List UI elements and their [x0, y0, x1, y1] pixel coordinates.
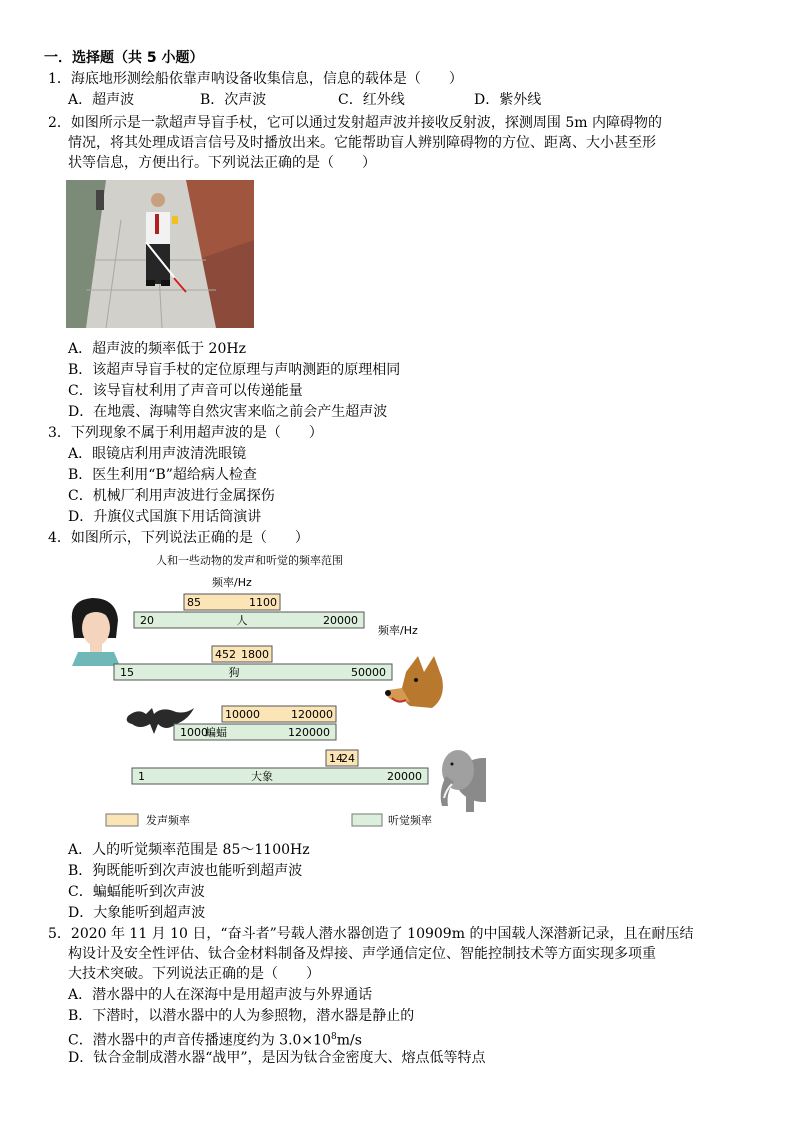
- chart-title: 人和一些动物的发声和听觉的频率范围: [156, 554, 343, 567]
- q5-stem-line1: 5．2020 年 11 月 10 日，“奋斗者”号载人潜水器创造了 10909m 的中国载人深潜新记录，且在耐压结: [48, 926, 694, 942]
- q5-stem-line2: 构设计及安全性评估、钛合金材料制备及焊接、声学通信定位、智能控制技术等方面实现多项重: [68, 946, 656, 962]
- hear-max-label-2: 120000: [288, 726, 330, 739]
- q4-opt-c[interactable]: C．蝙蝠能听到次声波: [68, 884, 205, 900]
- frequency-range-chart: [66, 548, 486, 838]
- elephant-icon: [441, 750, 486, 812]
- q5-opt-c-unit: m/s: [336, 1032, 362, 1049]
- q2-stem-line1: 2．如图所示是一款超声导盲手杖，它可以通过发射超声波并接收反射波，探测周围 5m 内障碍物的: [48, 115, 662, 131]
- q3-opt-a[interactable]: A．眼镜店利用声波清洗眼镜: [68, 446, 247, 462]
- q3-stem: 3．下列现象不属于利用超声波的是（ ）: [48, 425, 323, 441]
- q2-opt-b[interactable]: B．该超声导盲手杖的定位原理与声呐测距的原理相同: [68, 362, 401, 378]
- emit-min-label-3: 14: [329, 752, 343, 765]
- row-name-0: 人: [236, 614, 248, 627]
- blind-cane-photo: [66, 180, 254, 328]
- hear-bar-3: [132, 768, 428, 784]
- legend-hear-swatch: [352, 814, 382, 826]
- chart-unit-top: 频率/Hz: [212, 576, 252, 589]
- q4-stem: 4．如图所示，下列说法正确的是（ ）: [48, 530, 309, 546]
- q5-opt-d[interactable]: D．钛合金制成潜水器“战甲”，是因为钛合金密度大、熔点低等特点: [68, 1050, 486, 1066]
- q5-opt-a[interactable]: A．潜水器中的人在深海中是用超声波与外界通话: [68, 987, 373, 1003]
- emit-max-label-1: 1800: [241, 648, 269, 661]
- row-name-2: 蝙蝠: [205, 726, 227, 739]
- street-scene-image: [66, 180, 254, 328]
- q1-opt-c[interactable]: C．红外线: [338, 92, 405, 108]
- human-face-icon: [72, 598, 120, 666]
- hear-max-label-0: 20000: [323, 614, 358, 627]
- q3-opt-b[interactable]: B．医生利用“B”超给病人检查: [68, 467, 257, 483]
- q1-opt-a[interactable]: A．超声波: [68, 92, 135, 108]
- q2-stem-line2: 情况，将其处理成语言信号及时播放出来。它能帮助盲人辨别障碍物的方位、距离、大小甚至形: [68, 135, 656, 151]
- q2-opt-c[interactable]: C．该导盲杖利用了声音可以传递能量: [68, 383, 303, 399]
- hear-min-label-3: 1: [138, 770, 145, 783]
- chart-unit-side: 频率/Hz: [378, 624, 418, 637]
- q1-opt-b[interactable]: B．次声波: [200, 92, 267, 108]
- row-name-3: 大象: [251, 770, 273, 783]
- emit-max-label-2: 120000: [291, 708, 333, 721]
- dog-head-icon: [385, 656, 443, 708]
- legend-emit-swatch: [106, 814, 138, 826]
- emit-min-label-2: 10000: [225, 708, 260, 721]
- q5-opt-b[interactable]: B．下潜时，以潜水器中的人为参照物，潜水器是静止的: [68, 1008, 415, 1024]
- hear-min-label-2: 1000: [180, 726, 208, 739]
- emit-min-label-1: 452: [215, 648, 236, 661]
- q1-opt-d[interactable]: D．紫外线: [474, 92, 542, 108]
- emit-max-label-3: 24: [341, 752, 355, 765]
- q5-opt-c-exponent: 8: [330, 1032, 337, 1042]
- q5-stem-line3: 大技术突破。下列说法正确的是（ ）: [68, 966, 320, 982]
- q3-opt-c[interactable]: C．机械厂利用声波进行金属探伤: [68, 488, 275, 504]
- q4-opt-b[interactable]: B．狗既能听到次声波也能听到超声波: [68, 863, 303, 879]
- q1-stem: 1．海底地形测绘船依靠声呐设备收集信息，信息的载体是（ ）: [48, 71, 463, 87]
- q3-opt-d[interactable]: D．升旗仪式国旗下用话筒演讲: [68, 509, 262, 525]
- q4-opt-a[interactable]: A．人的听觉频率范围是 85～1100Hz: [68, 842, 310, 858]
- q4-opt-d[interactable]: D．大象能听到超声波: [68, 905, 206, 921]
- hear-min-label-1: 15: [120, 666, 134, 679]
- legend-hear-label: 听觉频率: [388, 814, 432, 827]
- section-title: 一．选择题（共 5 小题）: [44, 50, 204, 66]
- emit-max-label-0: 1100: [249, 596, 277, 609]
- q2-opt-d[interactable]: D．在地震、海啸等自然灾害来临之前会产生超声波: [68, 404, 388, 420]
- legend-emit-label: 发声频率: [146, 814, 190, 827]
- row-name-1: 狗: [228, 666, 240, 679]
- q2-stem-line3: 状等信息，方便出行。下列说法正确的是（ ）: [68, 155, 376, 171]
- hear-max-label-1: 50000: [351, 666, 386, 679]
- hear-min-label-0: 20: [140, 614, 154, 627]
- q2-opt-a[interactable]: A．超声波的频率低于 20Hz: [68, 341, 246, 357]
- q5-opt-c-text: C．潜水器中的声音传播速度约为 3.0×10: [68, 1032, 331, 1049]
- emit-min-label-0: 85: [187, 596, 201, 609]
- chart-svg: [66, 548, 486, 838]
- hear-max-label-3: 20000: [387, 770, 422, 783]
